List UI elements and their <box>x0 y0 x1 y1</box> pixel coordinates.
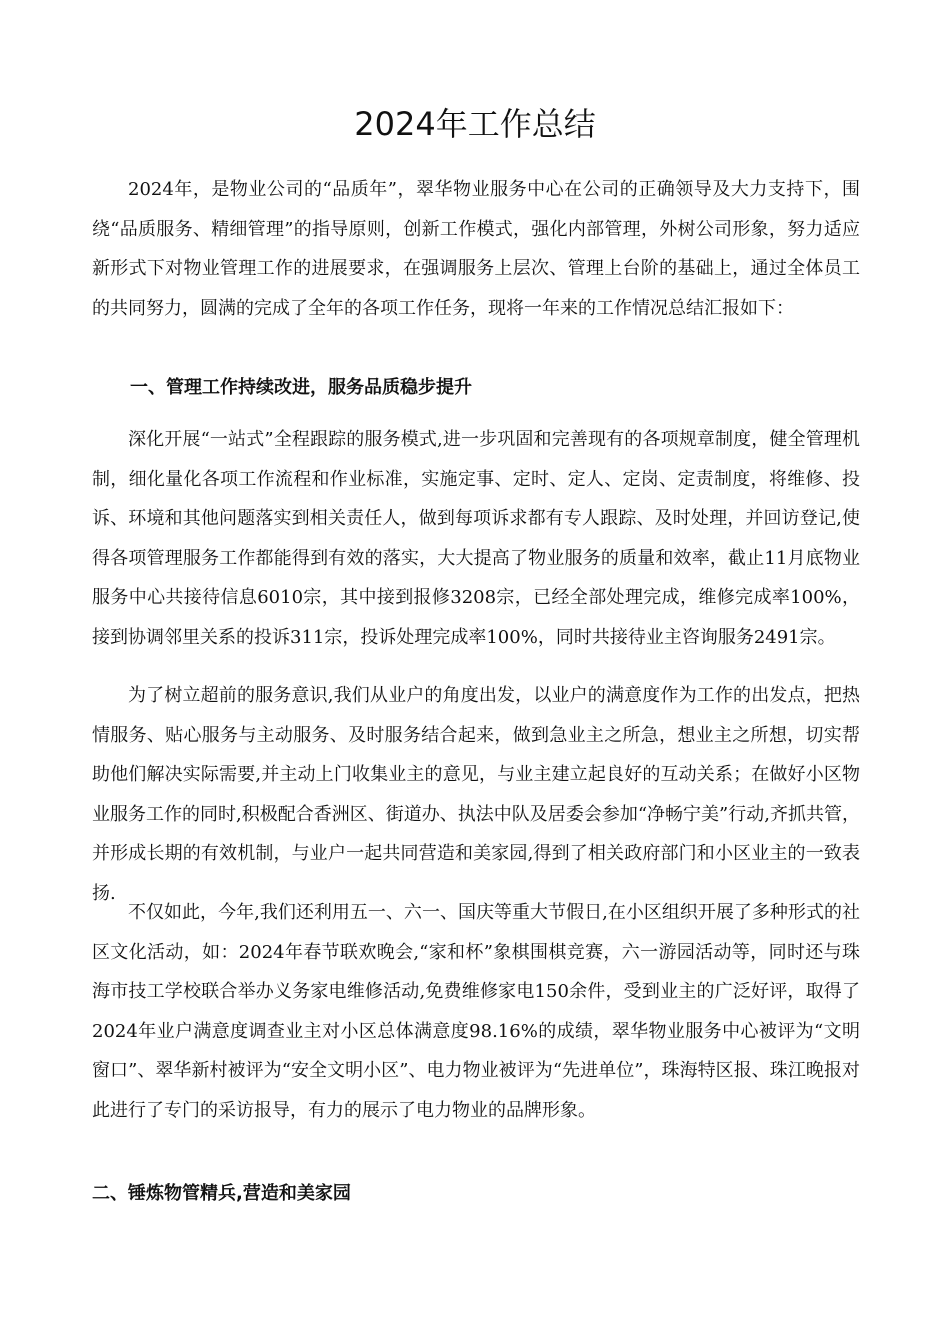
section-1-paragraph-1: 深化开展“一站式”全程跟踪的服务模式,进一步巩固和完善现有的各项规章制度，健全管理机制，细化量化各项工作流程和作业标准，实施定事、定时、定人、定岗、定责制度，将维修、投诉、环境和其他问题落实到相关责任人，做到每项诉求都有专人跟踪、及时处理，并回访登记,使得各项管理服务工作都能得到有效的落实，大大提高了物业服务的质量和效率，截止11月底物业服务中心共接待信息6010宗，其中接到报修3208宗，已经全部处理完成，维修完成率100%，接到协调邻里关系的投诉311宗，投诉处理完成率100%，同时共接待业主咨询服务2491宗。 <box>92 429 860 648</box>
section-heading-2: 二、锤炼物管精兵,营造和美家园 <box>92 1183 351 1204</box>
section-heading-1: 一、管理工作持续改进，服务品质稳步提升 <box>130 377 472 398</box>
section-1-paragraph-3: 不仅如此，今年,我们还利用五一、六一、国庆等重大节假日,在小区组织开展了多种形式的社区文化活动，如：2024年春节联欢晚会,“家和杯”象棋围棋竞赛，六一游园活动等，同时还与珠海市技工学校联合举办义务家电维修活动,免费维修家电150余件，受到业主的广泛好评，取得了2024年业户满意度调查业主对小区总体满意度98.16%的成绩，翠华物业服务中心被评为“文明窗口”、翠华新村被评为“安全文明小区”、电力物业被评为“先进单位”，珠海特区报、珠江晚报对此进行了专门的采访报导，有力的展示了电力物业的品牌形象。 <box>92 902 860 1121</box>
section-1-paragraph-2: 为了树立超前的服务意识,我们从业户的角度出发，以业户的满意度作为工作的出发点，把热情服务、贴心服务与主动服务、及时服务结合起来，做到急业主之所急，想业主之所想，切实帮助他们解决实际需要,并主动上门收集业主的意见，与业主建立起良好的互动关系；在做好小区物业服务工作的同时,积极配合香洲区、街道办、执法中队及居委会参加“净畅宁美”行动,齐抓共管，并形成长期的有效机制，与业户一起共同营造和美家园,得到了相关政府部门和小区业主的一致表扬. <box>92 685 860 904</box>
document-title: 2024年工作总结 <box>354 105 596 143</box>
intro-paragraph: 2024年，是物业公司的“品质年”，翠华物业服务中心在公司的正确领导及大力支持下，围绕“品质服务、精细管理”的指导原则，创新工作模式，强化内部管理，外树公司形象，努力适应新形式下对物业管理工作的进展要求，在强调服务上层次、管理上台阶的基础上，通过全体员工的共同努力，圆满的完成了全年的各项工作任务，现将一年来的工作情况总结汇报如下： <box>92 179 860 319</box>
